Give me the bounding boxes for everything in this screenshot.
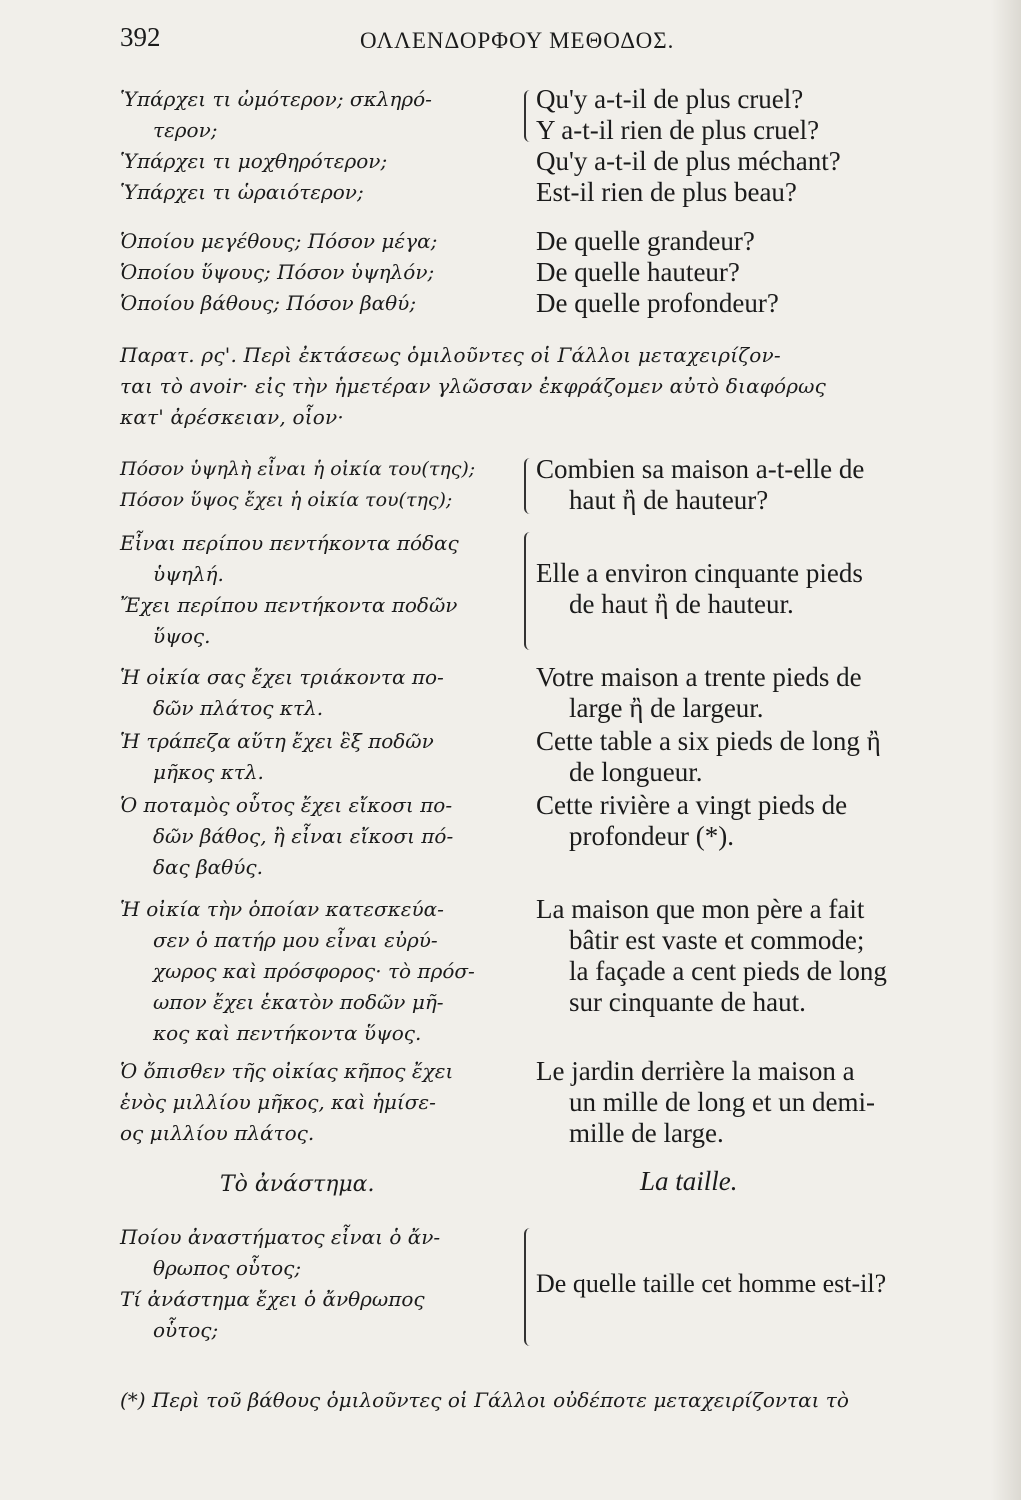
french-column <box>536 558 986 620</box>
french-column <box>536 790 986 852</box>
french-column <box>536 454 986 516</box>
greek-line: Ἡ τράπεζα αὕτη ἔχει ἓξ ποδῶν <box>120 729 434 753</box>
greek-line: μῆκος κτλ. <box>153 760 264 784</box>
greek-line: κος καὶ πεντήκοντα ὕψος. <box>153 1021 422 1045</box>
greek-line: Ἔχει περίπου πεντήκοντα ποδῶν <box>120 593 458 617</box>
greek-line: τερον; <box>153 118 218 142</box>
french-line: Qu'y a-t-il de plus méchant? <box>536 146 841 176</box>
greek-line: ὑψηλή. <box>153 562 224 586</box>
french-column <box>536 226 986 319</box>
greek-column <box>120 790 525 883</box>
greek-line: ος μιλλίου πλάτος. <box>120 1121 315 1145</box>
greek-line: Ὁποίου μεγέθους; Πόσον μέγα; <box>120 229 438 253</box>
greek-line: Ποίου ἀναστήματος εἶναι ὁ ἄν- <box>120 1225 441 1249</box>
greek-column <box>120 1222 525 1346</box>
phrase-block-2 <box>120 226 980 322</box>
example-entry <box>120 790 980 886</box>
example-entry <box>120 1056 980 1152</box>
french-line: bâtir est vaste et commode; <box>569 925 865 955</box>
french-line: De quelle grandeur? <box>536 226 755 256</box>
greek-line: σεν ὁ πατήρ μου εἶναι εὐρύ- <box>153 928 438 952</box>
french-column <box>536 1056 986 1149</box>
french-line: Est-il rien de plus beau? <box>536 177 797 207</box>
greek-column <box>120 528 525 652</box>
brace <box>524 458 532 514</box>
page-edge-shadow <box>991 0 1021 1500</box>
page-number: 392 <box>120 22 161 52</box>
brace <box>524 1228 532 1346</box>
french-column <box>536 726 986 788</box>
page-header <box>120 22 980 66</box>
french-line: la façade a cent pieds de long <box>569 956 887 986</box>
greek-line: Ὁ ὄπισθεν τῆς οἰκίας κῆπος ἔχει <box>120 1059 454 1083</box>
note-line: Παρατ. ρς'. Περὶ ἐκτάσεως ὁμιλοῦντες οἱ Γάλλοι μεταχειρίζον- <box>120 343 781 367</box>
french-line: profondeur (*). <box>569 821 734 851</box>
greek-line: δῶν πλάτος κτλ. <box>153 696 324 720</box>
example-entry <box>120 726 980 790</box>
greek-line: Ἡ οἰκία τὴν ὁποίαν κατεσκεύα- <box>120 897 444 921</box>
section-title-french: La taille. <box>640 1166 738 1196</box>
greek-line: Ὑπάρχει τι ὠμότερον; σκληρό- <box>120 87 432 111</box>
french-line: Cette table a six pieds de long ἢ <box>536 726 881 756</box>
greek-line: Ὁ ποταμὸς οὗτος ἔχει εἴκοσι πο- <box>120 793 453 817</box>
example-entry <box>120 894 980 1052</box>
french-line: De quelle taille cet homme est-il? <box>536 1269 887 1298</box>
greek-line: χωρος καὶ πρόσφορος· τὸ πρόσ- <box>153 959 475 983</box>
grammar-note <box>120 340 980 433</box>
french-line: Elle a environ cinquante pieds <box>536 558 863 588</box>
brace <box>524 90 532 142</box>
greek-line: Ὑπάρχει τι ὡραιότερον; <box>120 180 364 204</box>
greek-column <box>120 1056 525 1149</box>
section-title-greek: Τὸ ἀνάστημα. <box>220 1172 375 1197</box>
note-line: κατ' ἀρέσκειαν, οἷον· <box>120 405 344 429</box>
greek-column <box>120 894 525 1049</box>
greek-line: Εἶναι περίπου πεντήκοντα πόδας <box>120 531 459 555</box>
greek-line: Πόσον ὑψηλὴ εἶναι ἡ οἰκία του(της); <box>120 458 476 480</box>
french-line: De quelle hauteur? <box>536 257 740 287</box>
greek-column <box>120 84 525 208</box>
greek-line: Πόσον ὕψος ἔχει ἡ οἰκία του(της); <box>120 489 453 511</box>
greek-line: θρωπος οὗτος; <box>153 1256 302 1280</box>
note-line: ται τὸ avoir· εἰς τὴν ἡμετέραν γλῶσσαν ἐκφράζομεν αὐτὸ διαφόρως <box>120 374 827 398</box>
french-column <box>536 894 986 1018</box>
french-line: Le jardin derrière la maison a <box>536 1056 855 1086</box>
greek-column <box>120 726 525 788</box>
french-line: mille de large. <box>569 1118 724 1148</box>
example-entry <box>120 662 980 726</box>
greek-line: δας βαθύς. <box>153 855 263 879</box>
greek-column <box>120 662 525 724</box>
french-line: Cette rivière a vingt pieds de <box>536 790 848 820</box>
french-line: de longueur. <box>569 757 703 787</box>
french-line: Combien sa maison a-t-elle de <box>536 454 865 484</box>
greek-line: δῶν βάθος, ἢ εἶναι εἴκοσι πό- <box>153 824 454 848</box>
example-entry <box>120 528 980 654</box>
greek-line: Ὁποίου ὕψους; Πόσον ὑψηλόν; <box>120 260 435 284</box>
french-line: large ἢ de largeur. <box>569 693 764 723</box>
example-entry <box>120 454 980 518</box>
french-line: Votre maison a trente pieds de <box>536 662 862 692</box>
greek-line: Ὑπάρχει τι μοχθηρότερον; <box>120 149 388 173</box>
footnote: (*) Περὶ τοῦ βάθους ὁμιλοῦντες οἱ Γάλλοι οὐδέποτε μεταχειρίζονται τὸ <box>120 1388 849 1412</box>
french-line: La maison que mon père a fait <box>536 894 865 924</box>
greek-line: Ἡ οἰκία σας ἔχει τριάκοντα πο- <box>120 665 444 689</box>
greek-line: οὗτος; <box>153 1318 219 1342</box>
running-title: ΟΛΛΕΝΔΟΡΦΟΥ ΜΕΘΟΔΟΣ. <box>360 28 675 53</box>
french-column <box>536 662 986 724</box>
french-line: De quelle profondeur? <box>536 288 779 318</box>
french-column <box>536 84 986 208</box>
greek-line: ωπον ἔχει ἑκατὸν ποδῶν μῆ- <box>153 990 444 1014</box>
phrase-block-1 <box>120 84 980 212</box>
greek-line: ἑνὸς μιλλίου μῆκος, καὶ ἡμίσε- <box>120 1090 436 1114</box>
brace <box>524 532 532 650</box>
french-line: de haut ἢ de hauteur. <box>569 589 794 619</box>
example-entry <box>120 1222 980 1352</box>
greek-column <box>120 226 525 319</box>
greek-column <box>120 454 525 516</box>
french-line: haut ἢ de hauteur? <box>569 485 769 515</box>
greek-line: Τί ἀνάστημα ἔχει ὁ ἄνθρωπος <box>120 1287 425 1311</box>
french-line: Qu'y a-t-il de plus cruel? <box>536 84 804 114</box>
french-line: sur cinquante de haut. <box>569 987 806 1017</box>
greek-line: ὕψος. <box>153 624 211 648</box>
french-line: un mille de long et un demi- <box>569 1087 875 1117</box>
greek-line: Ὁποίου βάθους; Πόσον βαθύ; <box>120 291 417 315</box>
french-column <box>536 1268 991 1299</box>
french-line: Y a-t-il rien de plus cruel? <box>536 115 820 145</box>
